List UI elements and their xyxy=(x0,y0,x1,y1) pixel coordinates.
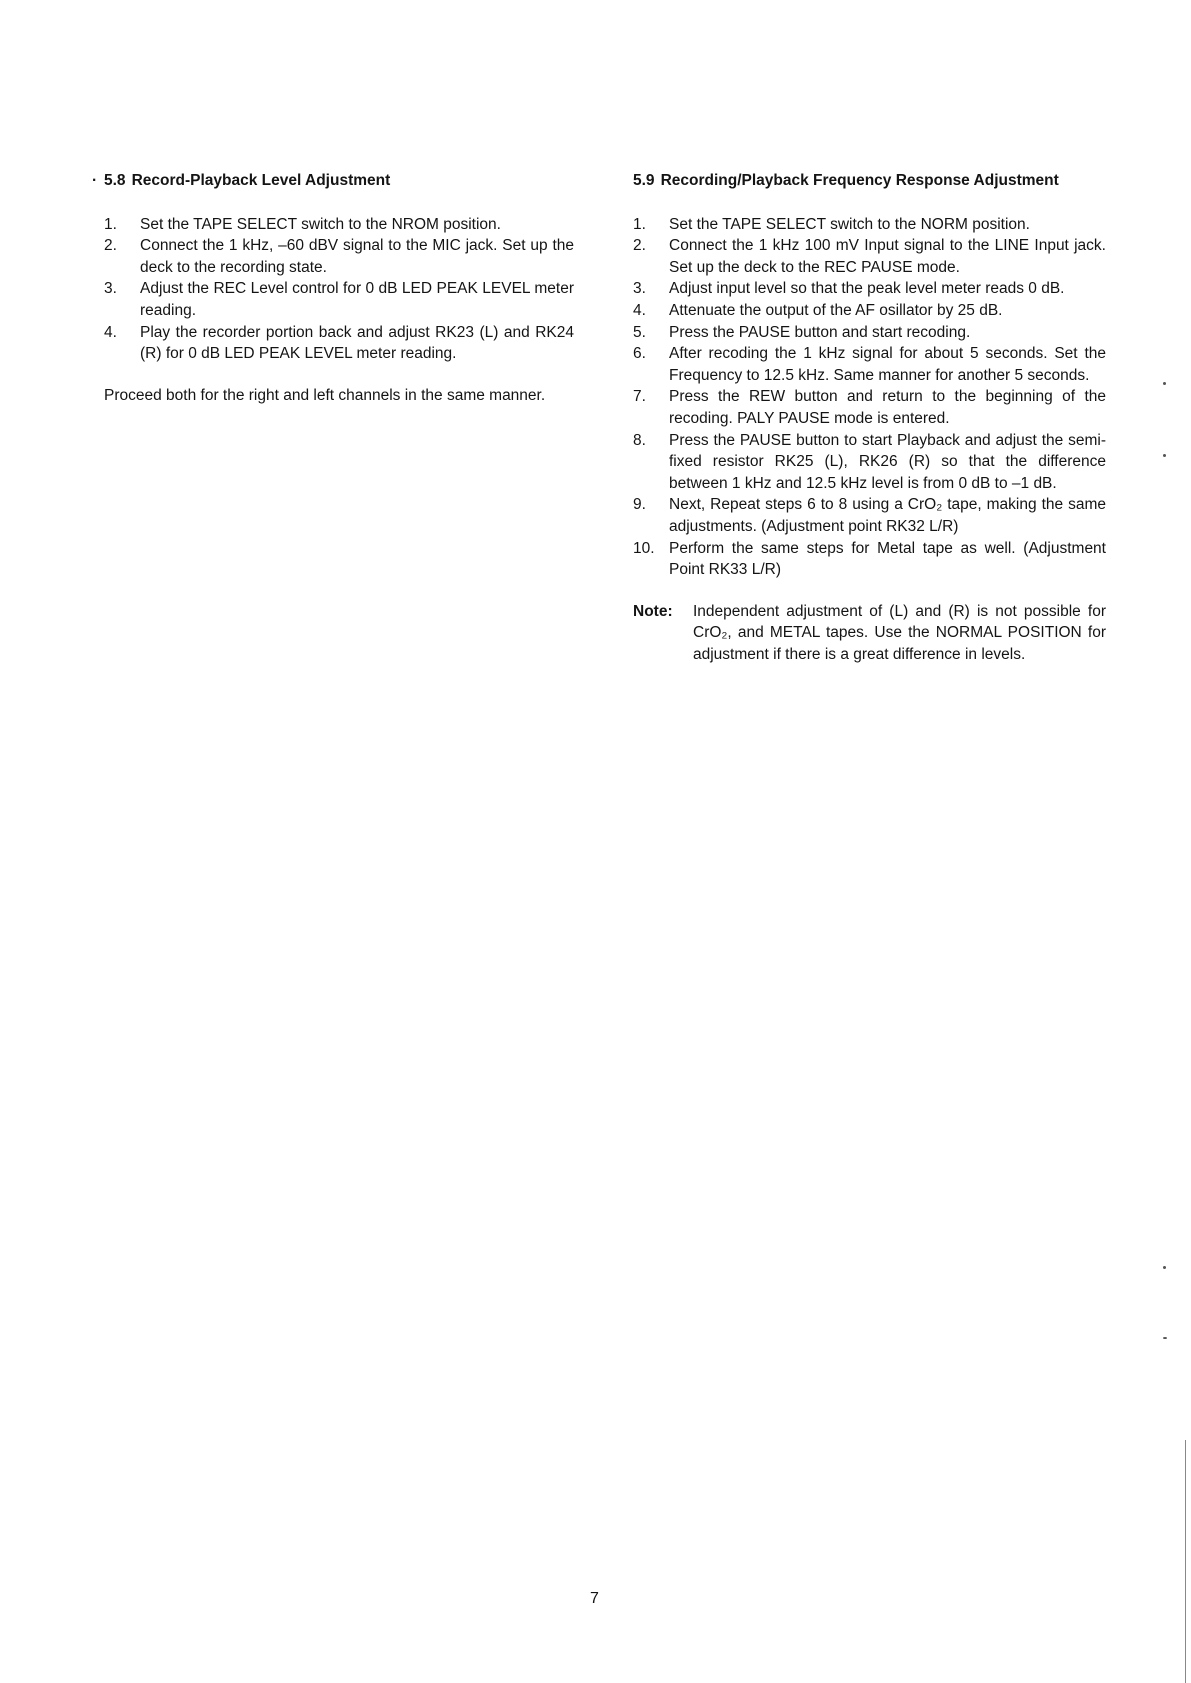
step-text: Perform the same steps for Metal tape as well. (Adjustment Point RK33 L/R) xyxy=(669,539,1106,579)
section-heading xyxy=(633,170,1106,192)
step-text: Set the TAPE SELECT switch to the NROM position. xyxy=(140,215,501,233)
step-number: 1. xyxy=(104,215,117,233)
scan-speck xyxy=(1163,382,1166,385)
section-5-9 xyxy=(633,170,1106,665)
step-text: Next, Repeat steps 6 to 8 using a CrO₂ tape, making the same adjustments. (Adjustment point RK32 L/R) xyxy=(669,496,1106,535)
step-text: Attenuate the output of the AF osillator by 25 dB. xyxy=(669,301,1003,319)
list-item xyxy=(633,278,1106,300)
step-text: Adjust input level so that the peak level meter reads 0 dB. xyxy=(669,280,1065,298)
list-item xyxy=(633,214,1106,236)
note xyxy=(633,601,1106,666)
section-number: 5.9 xyxy=(633,172,655,189)
scan-speck xyxy=(1163,1337,1167,1339)
list-item xyxy=(633,538,1106,581)
step-text: Adjust the REC Level control for 0 dB LED PEAK LEVEL meter reading. xyxy=(140,280,574,319)
step-text: Play the recorder portion back and adjust RK23 (L) and RK24 (R) for 0 dB LED PEAK LEVEL meter reading. xyxy=(140,323,574,363)
list-item xyxy=(633,430,1106,495)
list-item xyxy=(633,235,1106,278)
list-item xyxy=(633,494,1106,537)
step-text: After recoding the 1 kHz signal for about 5 seconds. Set the Frequency to 12.5 kHz. Same manner for another 5 seconds. xyxy=(669,345,1106,384)
list-item xyxy=(633,322,1106,344)
note-text: Independent adjustment of (L) and (R) is not possible for CrO₂, and METAL tapes. Use the NORMAL POSITION for adjustment if there is a great difference in levels. xyxy=(693,602,1106,663)
step-text: Press the REW button and return to the beginning of the recoding. PALY PAUSE mode is entered. xyxy=(669,388,1106,427)
page-number: 7 xyxy=(590,1590,599,1607)
step-number: 3. xyxy=(104,280,117,298)
step-number: 2. xyxy=(104,237,117,255)
scan-speck xyxy=(1163,454,1166,457)
list-item xyxy=(633,386,1106,429)
section-5-8 xyxy=(92,170,574,406)
step-number: 4. xyxy=(633,301,646,319)
step-number: 1. xyxy=(633,215,646,233)
step-text: Set the TAPE SELECT switch to the NORM position. xyxy=(669,215,1030,233)
list-item xyxy=(104,235,574,278)
section-number: 5.8 xyxy=(104,172,126,189)
bullet-dot: · xyxy=(92,172,98,189)
step-number: 2. xyxy=(633,237,646,255)
step-number: 8. xyxy=(633,431,646,449)
step-text: Press the PAUSE button to start Playback and adjust the semi-fixed resistor RK25 (L), RK26 (R) so that the difference between 1 kHz and 12.5 kHz level is from 0 dB to –1 dB. xyxy=(669,431,1106,492)
scan-speck xyxy=(1163,1266,1166,1269)
step-number: 4. xyxy=(104,323,117,341)
step-number: 3. xyxy=(633,280,646,298)
closing-paragraph: Proceed both for the right and left channels in the same manner. xyxy=(104,386,546,404)
step-number: 5. xyxy=(633,323,646,341)
section-title: Record-Playback Level Adjustment xyxy=(131,172,391,189)
list-item xyxy=(104,214,574,236)
list-item xyxy=(104,322,574,365)
step-text: Connect the 1 kHz, –60 dBV signal to the MIC jack. Set up the deck to the recording state. xyxy=(140,237,574,276)
section-title: Recording/Playback Frequency Response Adjustment xyxy=(660,172,1059,189)
list-item xyxy=(633,300,1106,322)
list-item xyxy=(104,278,574,321)
list-item xyxy=(633,343,1106,386)
note-label: Note: xyxy=(633,602,673,620)
scan-edge-line xyxy=(1185,1440,1186,1683)
step-number: 6. xyxy=(633,345,646,363)
step-list xyxy=(633,214,1106,581)
step-number: 10. xyxy=(633,539,655,557)
step-number: 7. xyxy=(633,388,646,406)
step-text: Press the PAUSE button and start recoding. xyxy=(669,323,971,341)
step-list xyxy=(104,214,574,365)
step-number: 9. xyxy=(633,496,646,514)
section-heading xyxy=(92,170,574,192)
step-text: Connect the 1 kHz 100 mV Input signal to the LINE Input jack. Set up the deck to the REC PAUSE mode. xyxy=(669,237,1106,276)
